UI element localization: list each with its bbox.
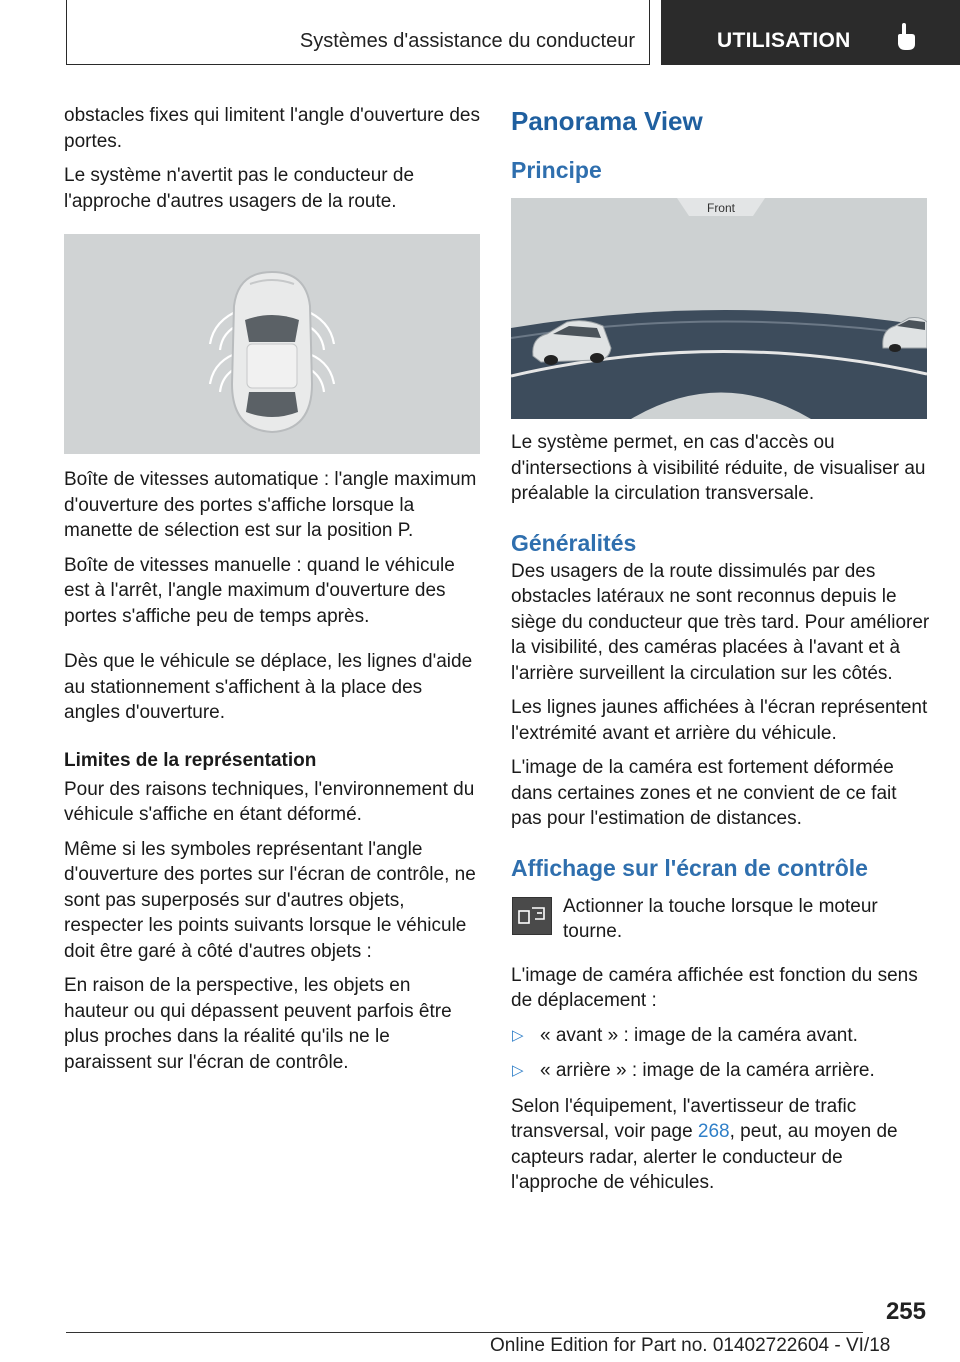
paragraph: L'image de caméra affichée est fonction du sens de déplacement : xyxy=(511,964,918,1011)
section-heading-generalites: Généralités xyxy=(511,529,637,556)
paragraph: Le système permet, en cas d'accès ou d'intersections à visibilité réduite, de visualiser au préalable la circulation transversale. xyxy=(511,432,926,504)
paragraph: obstacles fixes qui limitent l'angle d'ouverture des portes. xyxy=(64,105,480,152)
section-heading-affichage: Affichage sur l'écran de contrôle xyxy=(511,854,868,881)
paragraph-text: , peut, au moyen de capteurs radar, alerter le conducteur de l'approche de véhicules. xyxy=(511,1121,898,1193)
panorama-camera-illustration xyxy=(511,198,927,419)
paragraph-cross-traffic xyxy=(511,1094,931,1196)
bullet-arrow-icon: ▷ xyxy=(512,1026,524,1044)
list-item xyxy=(511,1058,931,1084)
paragraph: Le système n'avertit pas le conducteur de l'approche d'autres usagers de la route. xyxy=(64,165,415,212)
header-chapter-title: UTILISATION xyxy=(717,29,851,52)
paragraph: En raison de la perspective, les objets en hauteur ou qui dépassent peuvent parfois être plus proches dans la réalité qu'ils ne le paraissent sur l'écran de contrôle. xyxy=(64,975,452,1073)
paragraph: L'image de la caméra est fortement déformée dans certaines zones et ne convient de ce fait pas pour l'estimation de distances. xyxy=(511,757,897,829)
car-top-view-illustration xyxy=(64,234,480,454)
page-reference-link[interactable]: 268 xyxy=(697,1121,730,1142)
camera-button-icon xyxy=(512,897,552,935)
page-number: 255 xyxy=(885,1298,926,1325)
panorama-view-figure xyxy=(511,198,927,419)
list-item-text: « avant » : image de la caméra avant. xyxy=(540,1024,858,1046)
header-chapter-box xyxy=(661,0,960,65)
footer-divider xyxy=(66,1332,863,1333)
paragraph: Boîte de vitesses automatique : l'angle maximum d'ouverture des portes s'affiche lorsque la manette de sélection est sur la position P. xyxy=(64,469,477,541)
paragraph: Boîte de vitesses manuelle : quand le véhicule est à l'arrêt, l'angle maximum d'ouverture des portes s'affiche peu de temps après. xyxy=(64,554,455,627)
paragraph-text: Selon l'équipement, l'avertisseur de trafic transversal, voir page xyxy=(511,1095,857,1142)
front-label: Front xyxy=(706,201,736,215)
bullet-arrow-icon: ▷ xyxy=(512,1062,524,1079)
section-heading-principe: Principe xyxy=(511,157,602,183)
camera-key-instruction xyxy=(511,894,931,946)
hand-pointer-icon xyxy=(895,22,917,52)
page-title: Panorama View xyxy=(511,106,703,136)
paragraph: Des usagers de la route dissimulés par des obstacles latéraux ne sont reconnus depuis le siège du conducteur que très tard. Pour améliorer la visibilité, des caméras placées à l'avant et à l'arrière surveillent la circulation sur les côtés. xyxy=(511,560,930,684)
list-item-text: « arrière » : image de la caméra arrière. xyxy=(540,1060,875,1081)
paragraph: Pour des raisons techniques, l'environnement du véhicule s'affiche en étant déformé. xyxy=(64,778,475,825)
list-item xyxy=(511,1023,931,1049)
paragraph: Dès que le véhicule se déplace, les lignes d'aide au stationnement s'affichent à la place des angles d'ouverture. xyxy=(64,651,473,723)
footer-edition: Online Edition for Part no. 01402722604 - VI/18 xyxy=(490,1335,891,1356)
key-instruction-text: Actionner la touche lorsque le moteur tourne. xyxy=(563,895,878,942)
door-angle-figure xyxy=(64,234,480,454)
section-heading-limits: Limites de la représentation xyxy=(64,749,317,771)
right-column xyxy=(511,103,931,1205)
header-section-title: Systèmes d'assistance du conducteur xyxy=(299,30,635,52)
paragraph: Les lignes jaunes affichées à l'écran représentent l'extrémité avant et arrière du véhicule. xyxy=(511,697,928,744)
left-column xyxy=(64,103,480,1084)
paragraph: Même si les symboles représentant l'angle d'ouverture des portes sur l'écran de contrôle, ne sont pas superposés sur d'autres objets, respecter les points suivants lorsque le véhicule doit être garé à côté d'autres objets : xyxy=(64,838,476,962)
header-section-box xyxy=(66,0,650,65)
